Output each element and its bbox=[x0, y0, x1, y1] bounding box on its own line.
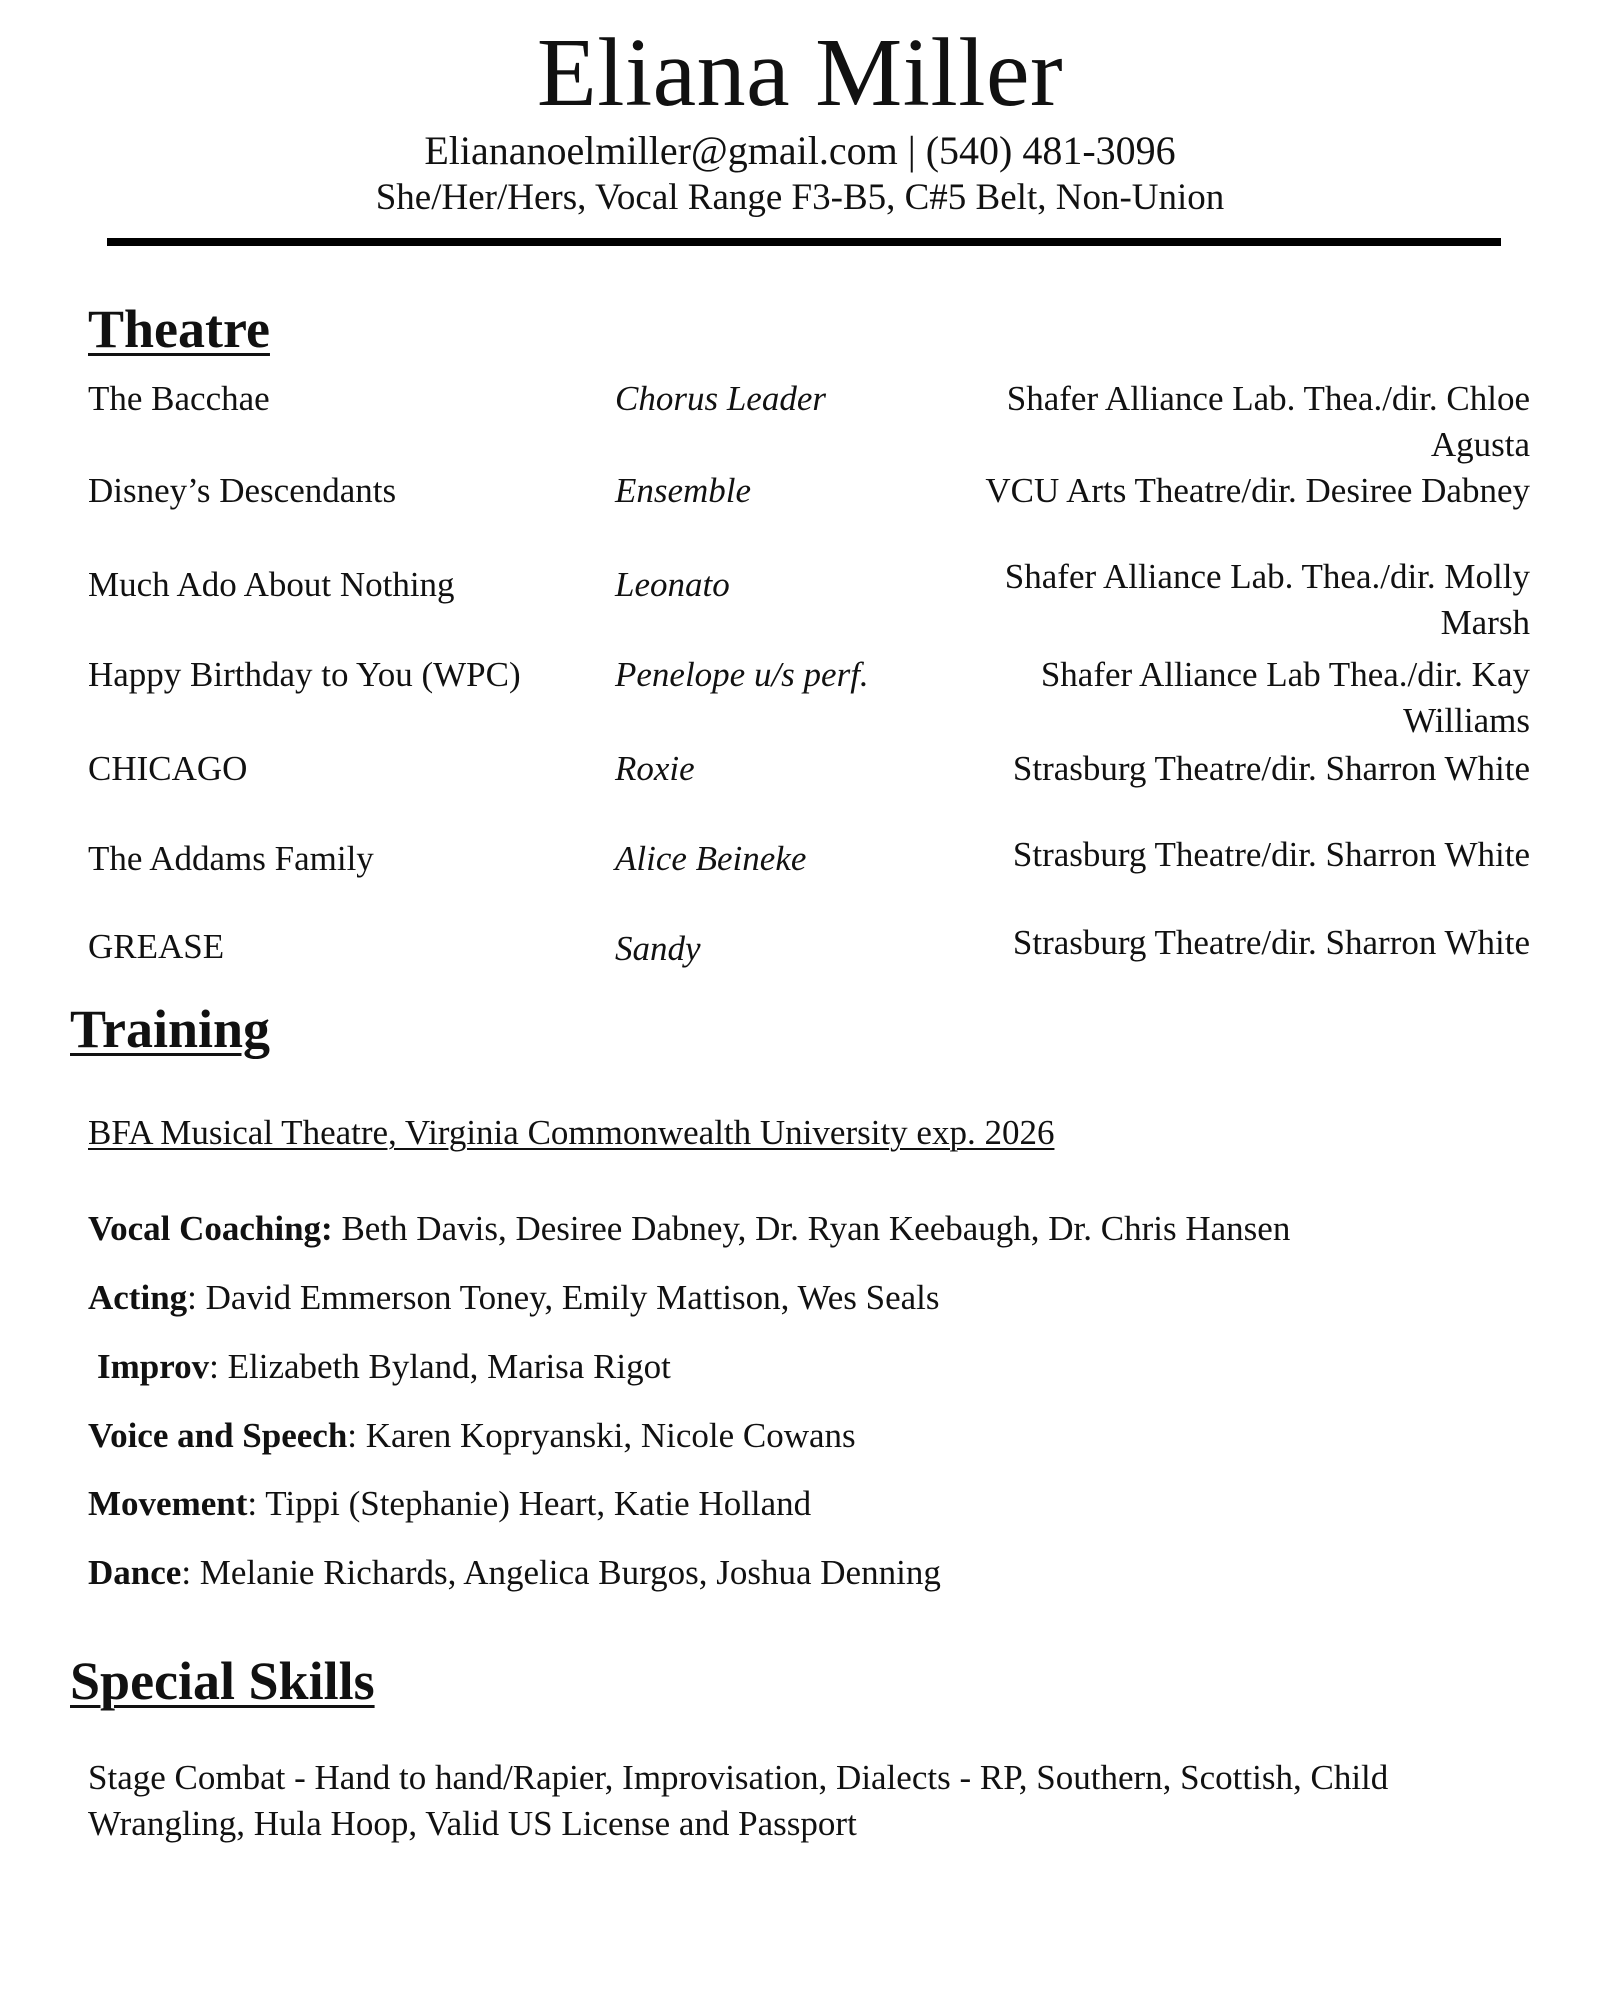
header-divider bbox=[107, 238, 1501, 246]
special-skills-heading: Special Skills bbox=[70, 1651, 375, 1711]
applicant-name: Eliana Miller bbox=[536, 19, 1064, 127]
training-teachers: Beth Davis, Desiree Dabney, Dr. Ryan Keebaugh, Dr. Chris Hansen bbox=[332, 1209, 1291, 1248]
credit-role: Leonato bbox=[615, 565, 730, 604]
contact-line: Eliananoelmiller@gmail.com | (540) 481-3096 bbox=[424, 128, 1176, 173]
theatre-heading: Theatre bbox=[88, 299, 270, 359]
training-label: Vocal Coaching: bbox=[88, 1209, 333, 1248]
credit-venue: VCU Arts Theatre/dir. Desiree Dabney bbox=[985, 471, 1530, 510]
credit-show: Much Ado About Nothing bbox=[88, 565, 455, 604]
training-teachers: : Melanie Richards, Angelica Burgos, Joshua Denning bbox=[181, 1553, 941, 1592]
credit-role: Sandy bbox=[615, 929, 701, 968]
credit-venue: Strasburg Theatre/dir. Sharron White bbox=[1012, 835, 1530, 874]
special-skills-text: Stage Combat - Hand to hand/Rapier, Improvisation, Dialects - RP, Southern, Scottish, Child Wrangling, Hula Hoop, Valid US License and Passport bbox=[88, 1758, 1389, 1843]
training-item-voice-and-speech bbox=[88, 1413, 856, 1459]
credit-show: The Addams Family bbox=[88, 839, 374, 878]
training-item-movement bbox=[88, 1481, 811, 1527]
credit-show: Happy Birthday to You (WPC) bbox=[88, 655, 521, 694]
credit-role: Penelope u/s perf. bbox=[615, 655, 869, 694]
credit-venue: Strasburg Theatre/dir. Sharron White bbox=[1012, 923, 1530, 962]
training-teachers: : Elizabeth Byland, Marisa Rigot bbox=[209, 1347, 671, 1386]
credit-venue: Shafer Alliance Lab. Thea./dir. Chloe Agusta bbox=[1006, 379, 1530, 464]
training-teachers: : Tippi (Stephanie) Heart, Katie Holland bbox=[247, 1484, 812, 1523]
training-item-improv bbox=[97, 1344, 671, 1390]
credit-show: Disney’s Descendants bbox=[88, 471, 397, 510]
training-teachers: : Karen Kopryanski, Nicole Cowans bbox=[347, 1416, 856, 1455]
credit-role: Alice Beineke bbox=[615, 839, 807, 878]
training-teachers: : David Emmerson Toney, Emily Mattison, Wes Seals bbox=[187, 1278, 940, 1317]
training-label: Improv bbox=[97, 1347, 210, 1386]
personal-info-line: She/Her/Hers, Vocal Range F3-B5, C#5 Belt, Non-Union bbox=[375, 177, 1225, 218]
credit-show: CHICAGO bbox=[88, 749, 248, 788]
credit-venue: Shafer Alliance Lab Thea./dir. Kay Williams bbox=[1040, 655, 1530, 740]
training-label: Voice and Speech bbox=[88, 1416, 348, 1455]
credit-venue: Shafer Alliance Lab. Thea./dir. Molly Marsh bbox=[1004, 557, 1530, 642]
training-heading: Training bbox=[70, 999, 271, 1059]
training-label: Movement bbox=[88, 1484, 248, 1523]
credit-show: The Bacchae bbox=[88, 379, 270, 418]
degree-line: BFA Musical Theatre, Virginia Commonwealth University exp. 2026 bbox=[88, 1113, 1055, 1152]
training-item-dance bbox=[88, 1550, 941, 1596]
training-label: Acting bbox=[88, 1278, 188, 1317]
credit-venue: Strasburg Theatre/dir. Sharron White bbox=[1012, 749, 1530, 788]
training-label: Dance bbox=[88, 1553, 182, 1592]
training-item-vocal-coaching bbox=[88, 1206, 1290, 1252]
training-item-acting bbox=[88, 1275, 940, 1321]
credit-role: Ensemble bbox=[615, 471, 752, 510]
credit-role: Roxie bbox=[615, 749, 695, 788]
credit-show: GREASE bbox=[88, 927, 225, 966]
credit-role: Chorus Leader bbox=[615, 379, 826, 418]
